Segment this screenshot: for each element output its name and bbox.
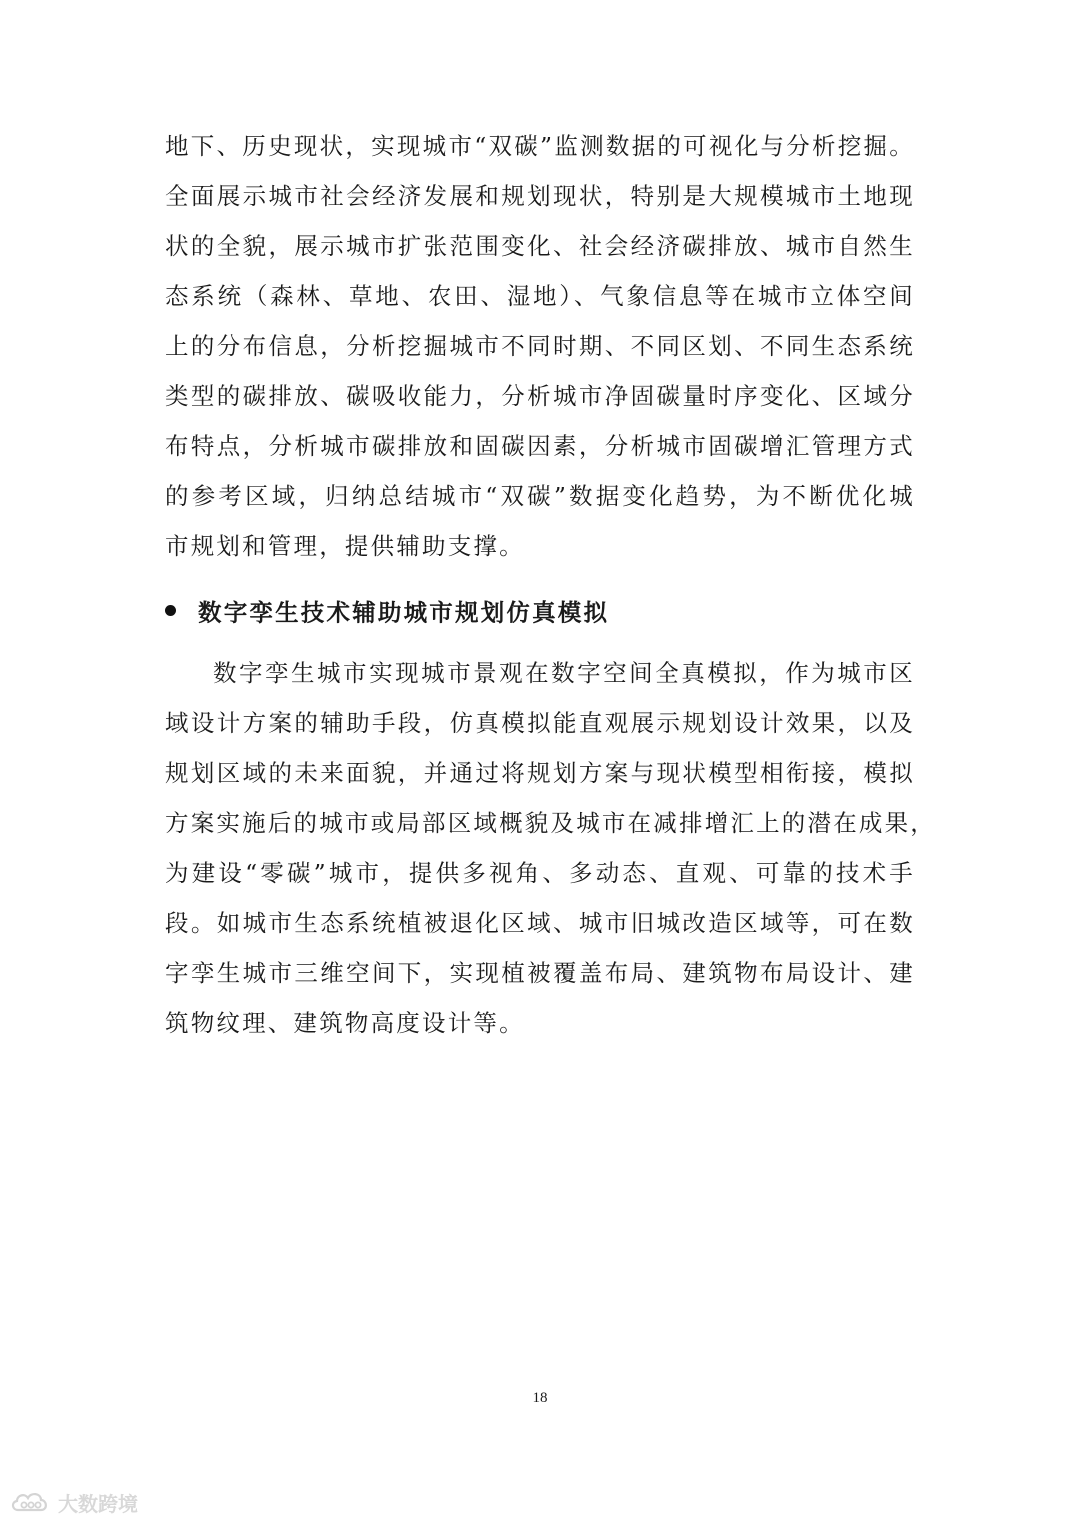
- paragraph-line: 的参考区域，归纳总结城市“双碳”数据变化趋势，为不断优化城: [165, 482, 915, 510]
- page-number: 18: [532, 1390, 548, 1406]
- paragraph-line: 市规划和管理，提供辅助支撑。: [165, 532, 525, 560]
- body-paragraph-2: [165, 648, 936, 1048]
- paragraph-line: 布特点，分析城市碳排放和固碳因素，分析城市固碳增汇管理方式: [165, 432, 915, 460]
- paragraph-line: 字孪生城市三维空间下，实现植被覆盖布局、建筑物布局设计、建: [165, 959, 915, 987]
- paragraph-line: 域设计方案的辅助手段，仿真模拟能直观展示规划设计效果，以及: [165, 709, 915, 737]
- body-paragraph-1: [165, 121, 915, 571]
- paragraph-line: 地下、历史现状，实现城市“双碳”监测数据的可视化与分析挖掘。: [165, 132, 915, 160]
- paragraph-line: 全面展示城市社会经济发展和规划现状，特别是大规模城市土地现: [165, 182, 915, 210]
- paragraph-line: 筑物纹理、建筑物高度设计等。: [165, 1009, 525, 1037]
- paragraph-line: 状的全貌，展示城市扩张范围变化、社会经济碳排放、城市自然生: [165, 232, 915, 260]
- paragraph-line: 数字孪生城市实现城市景观在数字空间全真模拟，作为城市区: [213, 659, 915, 687]
- paragraph-line: 段。如城市生态系统植被退化区域、城市旧城改造区域等，可在数: [165, 909, 915, 937]
- cloud-logo-icon: [8, 1488, 52, 1516]
- paragraph-line: 为建设“零碳”城市，提供多视角、多动态、直观、可靠的技术手: [165, 859, 915, 887]
- section-heading-text: 数字孪生技术辅助城市规划仿真模拟: [198, 598, 610, 627]
- watermark: [8, 1485, 138, 1519]
- paragraph-line: 规划区域的未来面貌，并通过将规划方案与现状模型相衔接，模拟: [165, 759, 915, 787]
- watermark-text: 大数跨境: [58, 1491, 138, 1516]
- section-heading: [165, 592, 609, 632]
- paragraph-line: 态系统（森林、草地、农田、湿地）、气象信息等在城市立体空间: [165, 282, 915, 310]
- paragraph-line: 上的分布信息，分析挖掘城市不同时期、不同区划、不同生态系统: [165, 332, 915, 360]
- paragraph-line: 方案实施后的城市或局部区域概貌及城市在减排增汇上的潜在成果，: [165, 809, 936, 837]
- paragraph-line: 类型的碳排放、碳吸收能力，分析城市净固碳量时序变化、区域分: [165, 382, 915, 410]
- bullet-dot-icon: [165, 605, 176, 616]
